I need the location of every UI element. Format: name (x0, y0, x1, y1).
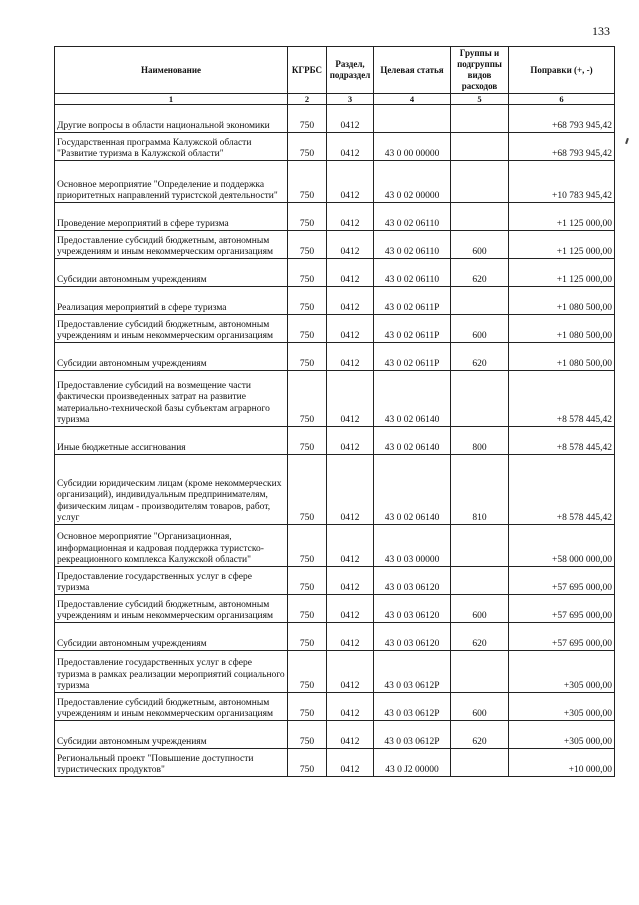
row-section: 0412 (327, 623, 374, 651)
row-section: 0412 (327, 693, 374, 721)
row-kgrbs: 750 (288, 721, 327, 749)
column-index: 4 (374, 94, 451, 105)
header-section: Раздел, подраздел (327, 47, 374, 94)
row-group: 600 (451, 595, 509, 623)
row-name: Реализация мероприятий в сфере туризма (55, 287, 288, 315)
row-section: 0412 (327, 259, 374, 287)
row-name: Предоставление государственных услуг в сфере туризма (55, 567, 288, 595)
row-kgrbs: 750 (288, 455, 327, 525)
header-kgrbs: КГРБС (288, 47, 327, 94)
row-target: 43 0 02 06140 (374, 455, 451, 525)
header-target: Целевая статья (374, 47, 451, 94)
table-row (55, 595, 615, 623)
row-amount: +58 000 000,00 (509, 525, 615, 567)
scan-mark (625, 138, 629, 144)
header-name: Наименование (55, 47, 288, 94)
row-kgrbs: 750 (288, 525, 327, 567)
row-section: 0412 (327, 595, 374, 623)
row-kgrbs: 750 (288, 203, 327, 231)
row-kgrbs: 750 (288, 567, 327, 595)
row-target: 43 0 03 06120 (374, 595, 451, 623)
budget-table (54, 46, 615, 777)
row-section: 0412 (327, 231, 374, 259)
table-row (55, 371, 615, 427)
row-amount: +10 783 945,42 (509, 161, 615, 203)
row-kgrbs: 750 (288, 343, 327, 371)
table-row (55, 231, 615, 259)
row-name: Иные бюджетные ассигнования (55, 427, 288, 455)
row-name: Основное мероприятие "Организационная, информационная и кадровая поддержка туристско-рекреационного комплекса Калужской области" (55, 525, 288, 567)
row-name: Другие вопросы в области национальной экономики (55, 105, 288, 133)
row-target (374, 105, 451, 133)
row-kgrbs: 750 (288, 287, 327, 315)
table-row (55, 105, 615, 133)
row-amount: +1 125 000,00 (509, 231, 615, 259)
table-header (55, 47, 615, 105)
row-name: Предоставление субсидий бюджетным, автономным учреждениям и иным некоммерческим организациям (55, 693, 288, 721)
row-kgrbs: 750 (288, 427, 327, 455)
table-row (55, 315, 615, 343)
row-target: 43 0 02 00000 (374, 161, 451, 203)
row-target: 43 0 02 0611Р (374, 343, 451, 371)
row-target: 43 0 02 06110 (374, 203, 451, 231)
row-kgrbs: 750 (288, 749, 327, 777)
row-target: 43 0 02 0611Р (374, 315, 451, 343)
row-section: 0412 (327, 133, 374, 161)
row-kgrbs: 750 (288, 693, 327, 721)
row-target: 43 0 03 0612Р (374, 651, 451, 693)
row-section: 0412 (327, 721, 374, 749)
row-target: 43 0 03 0612Р (374, 721, 451, 749)
row-kgrbs: 750 (288, 259, 327, 287)
table-row (55, 567, 615, 595)
row-name: Проведение мероприятий в сфере туризма (55, 203, 288, 231)
row-kgrbs: 750 (288, 371, 327, 427)
row-group: 620 (451, 721, 509, 749)
row-group (451, 371, 509, 427)
row-group (451, 749, 509, 777)
row-kgrbs: 750 (288, 315, 327, 343)
column-index: 6 (509, 94, 615, 105)
row-group: 620 (451, 623, 509, 651)
row-name: Субсидии автономным учреждениям (55, 259, 288, 287)
row-amount: +68 793 945,42 (509, 133, 615, 161)
row-target: 43 0 02 0611Р (374, 287, 451, 315)
row-group (451, 651, 509, 693)
row-kgrbs: 750 (288, 623, 327, 651)
table-row (55, 203, 615, 231)
row-name: Предоставление субсидий на возмещение части фактически произведенных затрат на развитие материально-технической базы субъектам аграрного туризма (55, 371, 288, 427)
row-target: 43 0 02 06110 (374, 259, 451, 287)
row-target: 43 0 J2 00000 (374, 749, 451, 777)
row-target: 43 0 03 0612Р (374, 693, 451, 721)
row-group (451, 567, 509, 595)
row-kgrbs: 750 (288, 105, 327, 133)
row-amount: +305 000,00 (509, 693, 615, 721)
header-group: Группы и подгруппы видов расходов (451, 47, 509, 94)
row-group (451, 105, 509, 133)
row-section: 0412 (327, 651, 374, 693)
row-kgrbs: 750 (288, 161, 327, 203)
table-body (55, 105, 615, 777)
row-section: 0412 (327, 287, 374, 315)
row-group (451, 133, 509, 161)
row-amount: +57 695 000,00 (509, 595, 615, 623)
table-row (55, 427, 615, 455)
row-group (451, 525, 509, 567)
column-index: 1 (55, 94, 288, 105)
row-amount: +1 080 500,00 (509, 315, 615, 343)
table-row (55, 287, 615, 315)
row-amount: +305 000,00 (509, 721, 615, 749)
table-row (55, 133, 615, 161)
table-row (55, 651, 615, 693)
row-section: 0412 (327, 525, 374, 567)
row-group (451, 287, 509, 315)
row-target: 43 0 03 06120 (374, 567, 451, 595)
table-row (55, 693, 615, 721)
row-name: Субсидии юридическим лицам (кроме некоммерческих организаций), индивидуальным предпринимателям, физическим лицам - производителям товаров, работ, услуг (55, 455, 288, 525)
table-row (55, 721, 615, 749)
row-name: Государственная программа Калужской области "Развитие туризма в Калужской области" (55, 133, 288, 161)
row-amount: +1 125 000,00 (509, 203, 615, 231)
row-section: 0412 (327, 567, 374, 595)
row-group: 600 (451, 315, 509, 343)
column-index: 2 (288, 94, 327, 105)
column-index: 3 (327, 94, 374, 105)
row-name: Предоставление субсидий бюджетным, автономным учреждениям и иным некоммерческим организациям (55, 595, 288, 623)
header-row (55, 47, 615, 94)
row-amount: +57 695 000,00 (509, 623, 615, 651)
header-amount: Поправки (+, -) (509, 47, 615, 94)
row-amount: +57 695 000,00 (509, 567, 615, 595)
row-amount: +1 080 500,00 (509, 343, 615, 371)
row-name: Субсидии автономным учреждениям (55, 623, 288, 651)
table-row (55, 525, 615, 567)
row-group: 800 (451, 427, 509, 455)
row-section: 0412 (327, 203, 374, 231)
row-name: Предоставление субсидий бюджетным, автономным учреждениям и иным некоммерческим организациям (55, 315, 288, 343)
row-section: 0412 (327, 749, 374, 777)
row-target: 43 0 02 06140 (374, 427, 451, 455)
row-section: 0412 (327, 161, 374, 203)
row-name: Основное мероприятие "Определение и поддержка приоритетных направлений туристской деятельности" (55, 161, 288, 203)
row-amount: +1 080 500,00 (509, 287, 615, 315)
row-section: 0412 (327, 343, 374, 371)
row-name: Региональный проект "Повышение доступности туристических продуктов" (55, 749, 288, 777)
row-section: 0412 (327, 427, 374, 455)
column-index: 5 (451, 94, 509, 105)
row-amount: +8 578 445,42 (509, 371, 615, 427)
row-section: 0412 (327, 371, 374, 427)
row-target: 43 0 00 00000 (374, 133, 451, 161)
row-target: 43 0 02 06140 (374, 371, 451, 427)
row-group: 620 (451, 259, 509, 287)
row-amount: +8 578 445,42 (509, 455, 615, 525)
row-target: 43 0 03 06120 (374, 623, 451, 651)
page-number: 133 (592, 24, 610, 38)
row-amount: +10 000,00 (509, 749, 615, 777)
table-row (55, 161, 615, 203)
row-kgrbs: 750 (288, 595, 327, 623)
row-section: 0412 (327, 455, 374, 525)
row-target: 43 0 02 06110 (374, 231, 451, 259)
row-name: Предоставление государственных услуг в сфере туризма в рамках реализации мероприятий социального туризма (55, 651, 288, 693)
row-group (451, 203, 509, 231)
table-row (55, 259, 615, 287)
row-kgrbs: 750 (288, 231, 327, 259)
row-section: 0412 (327, 105, 374, 133)
row-amount: +68 793 945,42 (509, 105, 615, 133)
row-amount: +305 000,00 (509, 651, 615, 693)
row-amount: +1 125 000,00 (509, 259, 615, 287)
table-row (55, 623, 615, 651)
table-row (55, 455, 615, 525)
table-row (55, 749, 615, 777)
column-index-row (55, 94, 615, 105)
row-kgrbs: 750 (288, 651, 327, 693)
row-kgrbs: 750 (288, 133, 327, 161)
row-group: 620 (451, 343, 509, 371)
row-target: 43 0 03 00000 (374, 525, 451, 567)
row-name: Предоставление субсидий бюджетным, автономным учреждениям и иным некоммерческим организациям (55, 231, 288, 259)
row-section: 0412 (327, 315, 374, 343)
row-amount: +8 578 445,42 (509, 427, 615, 455)
row-group: 600 (451, 693, 509, 721)
row-group: 810 (451, 455, 509, 525)
row-name: Субсидии автономным учреждениям (55, 721, 288, 749)
table-row (55, 343, 615, 371)
row-group (451, 161, 509, 203)
row-group: 600 (451, 231, 509, 259)
row-name: Субсидии автономным учреждениям (55, 343, 288, 371)
